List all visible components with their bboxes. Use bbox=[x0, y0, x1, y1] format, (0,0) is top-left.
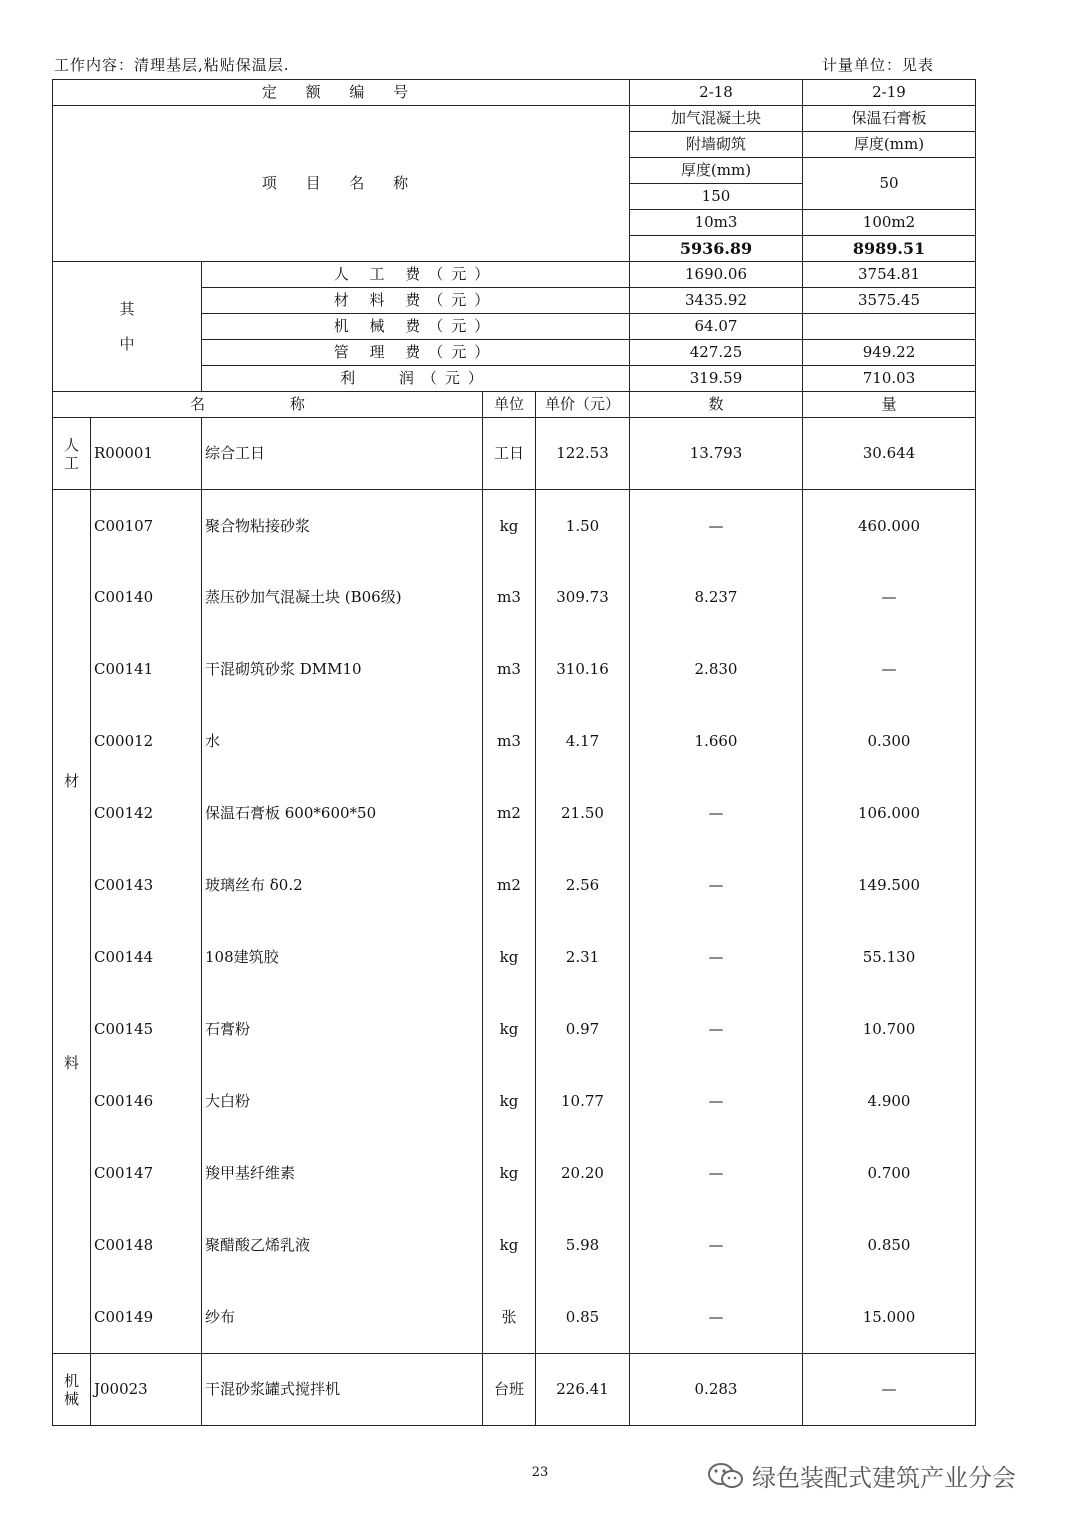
fee-value bbox=[803, 314, 976, 340]
item-qty-b: 0.700 bbox=[803, 1138, 976, 1210]
item-code: C00148 bbox=[91, 1210, 202, 1282]
item-price: 226.41 bbox=[536, 1354, 630, 1426]
col-a-base-price: 5936.89 bbox=[630, 236, 803, 262]
item-qty-b: — bbox=[803, 634, 976, 706]
item-qty-b: 15.000 bbox=[803, 1282, 976, 1354]
item-qty-a: — bbox=[630, 922, 803, 994]
col-a-thickness: 150 bbox=[630, 184, 803, 210]
item-price: 0.85 bbox=[536, 1282, 630, 1354]
item-unit: kg bbox=[483, 1138, 536, 1210]
col-header-price: 单价（元） bbox=[536, 392, 630, 418]
item-qty-b: 4.900 bbox=[803, 1066, 976, 1138]
of-which-label: 其 中 bbox=[53, 262, 202, 392]
item-code: C00145 bbox=[91, 994, 202, 1066]
col-b-name: 保温石膏板 bbox=[803, 106, 976, 132]
item-qty-a: — bbox=[630, 1282, 803, 1354]
item-qty-b: 106.000 bbox=[803, 778, 976, 850]
item-name: 羧甲基纤维素 bbox=[202, 1138, 483, 1210]
item-qty-b: 460.000 bbox=[803, 490, 976, 562]
item-qty-b: — bbox=[803, 1354, 976, 1426]
item-name-label: 项 目 名 称 bbox=[53, 106, 630, 262]
col-b-thickness: 50 bbox=[803, 158, 976, 210]
item-name: 保温石膏板 600*600*50 bbox=[202, 778, 483, 850]
col-b-base-price: 8989.51 bbox=[803, 236, 976, 262]
watermark-text: 绿色装配式建筑产业分会 bbox=[752, 1464, 1016, 1492]
col-b-unit: 100m2 bbox=[803, 210, 976, 236]
item-qty-a: 1.660 bbox=[630, 706, 803, 778]
item-unit: 工日 bbox=[483, 418, 536, 490]
item-unit: 张 bbox=[483, 1282, 536, 1354]
item-qty-b: 0.850 bbox=[803, 1210, 976, 1282]
fee-value: 3435.92 bbox=[630, 288, 803, 314]
item-price: 309.73 bbox=[536, 562, 630, 634]
col-b-code: 2-19 bbox=[803, 80, 976, 106]
fee-value: 319.59 bbox=[630, 366, 803, 392]
item-code: C00143 bbox=[91, 850, 202, 922]
item-qty-a: — bbox=[630, 778, 803, 850]
col-header-unit: 单位 bbox=[483, 392, 536, 418]
item-name: 水 bbox=[202, 706, 483, 778]
item-unit: m3 bbox=[483, 634, 536, 706]
item-code: C00142 bbox=[91, 778, 202, 850]
fee-value: 427.25 bbox=[630, 340, 803, 366]
col-a-code: 2-18 bbox=[630, 80, 803, 106]
item-name: 石膏粉 bbox=[202, 994, 483, 1066]
quota-no-label: 定 额 编 号 bbox=[53, 80, 630, 106]
fee-value: 1690.06 bbox=[630, 262, 803, 288]
work-content: 工作内容：清理基层,粘贴保温层. bbox=[54, 56, 290, 74]
item-code: C00012 bbox=[91, 706, 202, 778]
item-unit: kg bbox=[483, 1210, 536, 1282]
item-code: R00001 bbox=[91, 418, 202, 490]
col-a-unit: 10m3 bbox=[630, 210, 803, 236]
item-price: 4.17 bbox=[536, 706, 630, 778]
item-name: 蒸压砂加气混凝土块 (B06级) bbox=[202, 562, 483, 634]
fee-value: 3754.81 bbox=[803, 262, 976, 288]
fee-label: 利 润（元） bbox=[202, 366, 630, 392]
item-code: J00023 bbox=[91, 1354, 202, 1426]
item-qty-a: — bbox=[630, 850, 803, 922]
item-code: C00147 bbox=[91, 1138, 202, 1210]
fee-value: 3575.45 bbox=[803, 288, 976, 314]
quota-table bbox=[52, 79, 976, 1426]
item-qty-a: — bbox=[630, 994, 803, 1066]
item-qty-a: — bbox=[630, 1066, 803, 1138]
item-name: 干混砂浆罐式搅拌机 bbox=[202, 1354, 483, 1426]
item-qty-b: 55.130 bbox=[803, 922, 976, 994]
col-a-thickness-label: 厚度(mm) bbox=[630, 158, 803, 184]
item-qty-a: — bbox=[630, 1138, 803, 1210]
item-unit: 台班 bbox=[483, 1354, 536, 1426]
item-unit: m3 bbox=[483, 562, 536, 634]
item-price: 1.50 bbox=[536, 490, 630, 562]
item-code: C00140 bbox=[91, 562, 202, 634]
item-name: 聚合物粘接砂浆 bbox=[202, 490, 483, 562]
item-name: 玻璃丝布 δ0.2 bbox=[202, 850, 483, 922]
item-name: 聚醋酸乙烯乳液 bbox=[202, 1210, 483, 1282]
fee-value: 64.07 bbox=[630, 314, 803, 340]
item-name: 大白粉 bbox=[202, 1066, 483, 1138]
item-price: 310.16 bbox=[536, 634, 630, 706]
col-a-sub: 附墙砌筑 bbox=[630, 132, 803, 158]
item-price: 2.31 bbox=[536, 922, 630, 994]
item-name: 纱布 bbox=[202, 1282, 483, 1354]
fee-label: 管 理 费（元） bbox=[202, 340, 630, 366]
category-material: 材 料 bbox=[53, 490, 91, 1354]
item-qty-a: 0.283 bbox=[630, 1354, 803, 1426]
item-name: 综合工日 bbox=[202, 418, 483, 490]
col-b-thickness-label: 厚度(mm) bbox=[803, 132, 976, 158]
item-price: 0.97 bbox=[536, 994, 630, 1066]
item-qty-b: — bbox=[803, 562, 976, 634]
item-price: 5.98 bbox=[536, 1210, 630, 1282]
item-code: C00144 bbox=[91, 922, 202, 994]
col-header-qty-right: 量 bbox=[803, 392, 976, 418]
page-number: 23 bbox=[531, 1465, 549, 1480]
item-unit: m2 bbox=[483, 778, 536, 850]
item-name: 干混砌筑砂浆 DMM10 bbox=[202, 634, 483, 706]
item-qty-b: 10.700 bbox=[803, 994, 976, 1066]
item-price: 20.20 bbox=[536, 1138, 630, 1210]
item-unit: m2 bbox=[483, 850, 536, 922]
item-qty-b: 149.500 bbox=[803, 850, 976, 922]
fee-label: 材 料 费（元） bbox=[202, 288, 630, 314]
fee-value: 949.22 bbox=[803, 340, 976, 366]
item-unit: kg bbox=[483, 994, 536, 1066]
col-header-name: 名 称 bbox=[53, 392, 483, 418]
item-unit: kg bbox=[483, 490, 536, 562]
item-qty-b: 0.300 bbox=[803, 706, 976, 778]
item-name: 108建筑胶 bbox=[202, 922, 483, 994]
wechat-icon bbox=[706, 1461, 746, 1491]
item-qty-b: 30.644 bbox=[803, 418, 976, 490]
item-price: 2.56 bbox=[536, 850, 630, 922]
fee-label: 机 械 费（元） bbox=[202, 314, 630, 340]
item-unit: m3 bbox=[483, 706, 536, 778]
watermark bbox=[706, 1458, 1016, 1493]
item-qty-a: 2.830 bbox=[630, 634, 803, 706]
item-price: 122.53 bbox=[536, 418, 630, 490]
item-unit: kg bbox=[483, 922, 536, 994]
item-price: 10.77 bbox=[536, 1066, 630, 1138]
item-code: C00149 bbox=[91, 1282, 202, 1354]
item-qty-a: 8.237 bbox=[630, 562, 803, 634]
item-code: C00107 bbox=[91, 490, 202, 562]
item-code: C00146 bbox=[91, 1066, 202, 1138]
item-price: 21.50 bbox=[536, 778, 630, 850]
col-header-qty-left: 数 bbox=[630, 392, 803, 418]
item-qty-a: — bbox=[630, 1210, 803, 1282]
col-a-name: 加气混凝土块 bbox=[630, 106, 803, 132]
fee-value: 710.03 bbox=[803, 366, 976, 392]
item-code: C00141 bbox=[91, 634, 202, 706]
item-qty-a: 13.793 bbox=[630, 418, 803, 490]
fee-label: 人 工 费（元） bbox=[202, 262, 630, 288]
item-unit: kg bbox=[483, 1066, 536, 1138]
category-machine: 机 械 bbox=[53, 1354, 91, 1426]
item-qty-a: — bbox=[630, 490, 803, 562]
category-labor: 人 工 bbox=[53, 418, 91, 490]
unit-note: 计量单位：见表 bbox=[822, 56, 935, 74]
